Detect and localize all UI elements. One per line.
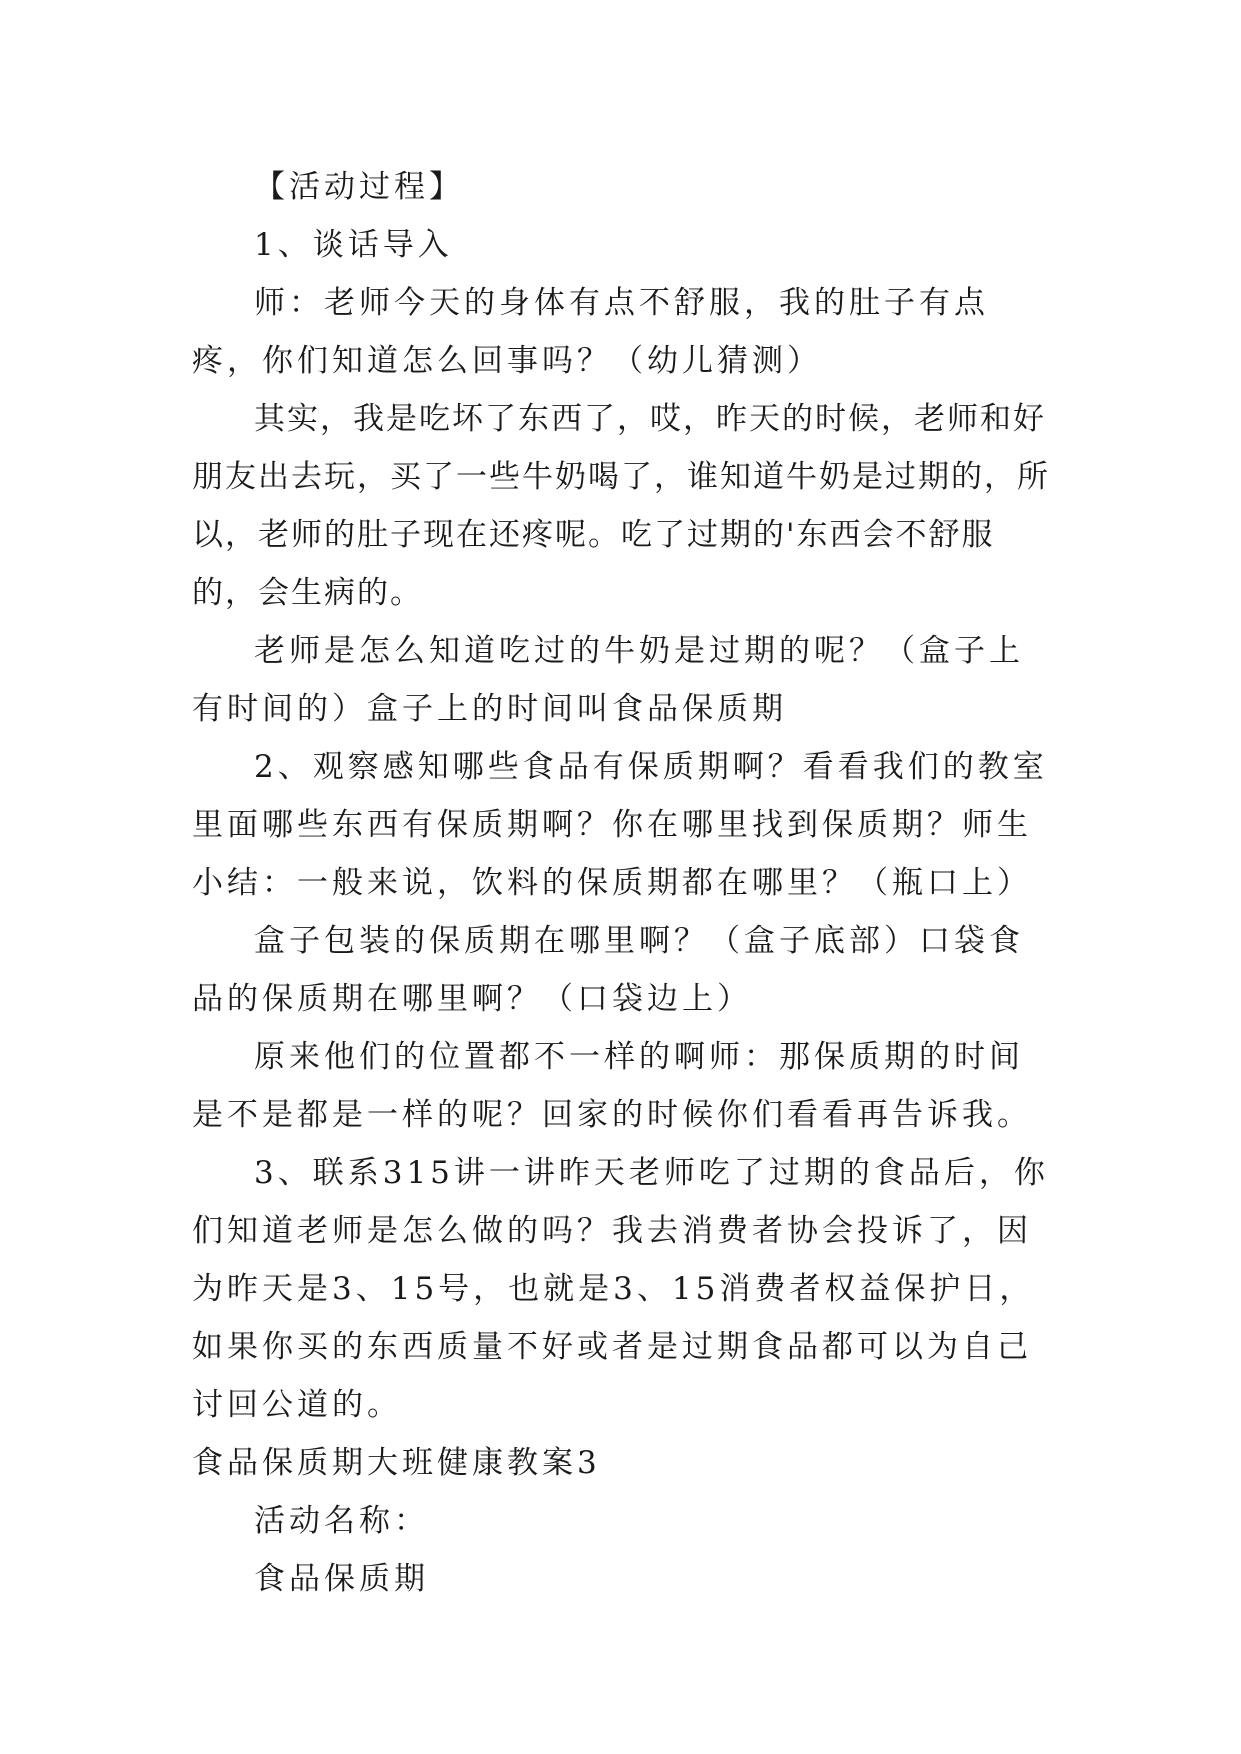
teacher-intro-paragraph: 师：老师今天的身体有点不舒服，我的肚子有点疼，你们知道怎么回事吗？（幼儿猜测） (192, 285, 989, 379)
activity-process-heading: 【活动过程】 (254, 169, 464, 205)
step-3-consumer-rights-paragraph: 3、联系315讲一讲昨天老师吃了过期的食品后，你们知道老师是怎么做的吗？我去消费者协会投诉了，因为昨天是3、15号，也就是3、15消费者权益保护日，如果你买的东西质量不好或者是过期食品都可以为自己讨回公道的。 (192, 1155, 1049, 1423)
document-body (192, 158, 1052, 1608)
expired-milk-story-paragraph: 其实，我是吃坏了东西了，哎，昨天的时候，老师和好朋友出去玩，买了一些牛奶喝了，谁知道牛奶是过期的，所以，老师的肚子现在还疼呢。吃了过期的'东西会不舒服的，会生病的。 (192, 401, 1050, 611)
activity-name-label: 活动名称： (254, 1503, 429, 1539)
step-1-heading: 1、谈话导入 (254, 227, 453, 263)
activity-name-value: 食品保质期 (254, 1561, 429, 1597)
step-2-observation-paragraph: 2、观察感知哪些食品有保质期啊？看看我们的教室里面哪些东西有保质期啊？你在哪里找到保质期？师生小结：一般来说，饮料的保质期都在哪里？（瓶口上） (192, 749, 1048, 901)
packaging-location-paragraph: 盒子包装的保质期在哪里啊？（盒子底部）口袋食品的保质期在哪里啊？（口袋边上） (192, 923, 1024, 1017)
shelf-life-question-paragraph: 老师是怎么知道吃过的牛奶是过期的呢？（盒子上有时间的）盒子上的时间叫食品保质期 (192, 633, 1024, 727)
section-title: 食品保质期大班健康教案3 (192, 1445, 601, 1481)
position-comparison-paragraph: 原来他们的位置都不一样的啊师：那保质期的时间是不是都是一样的呢？回家的时候你们看看再告诉我。 (192, 1039, 1032, 1133)
